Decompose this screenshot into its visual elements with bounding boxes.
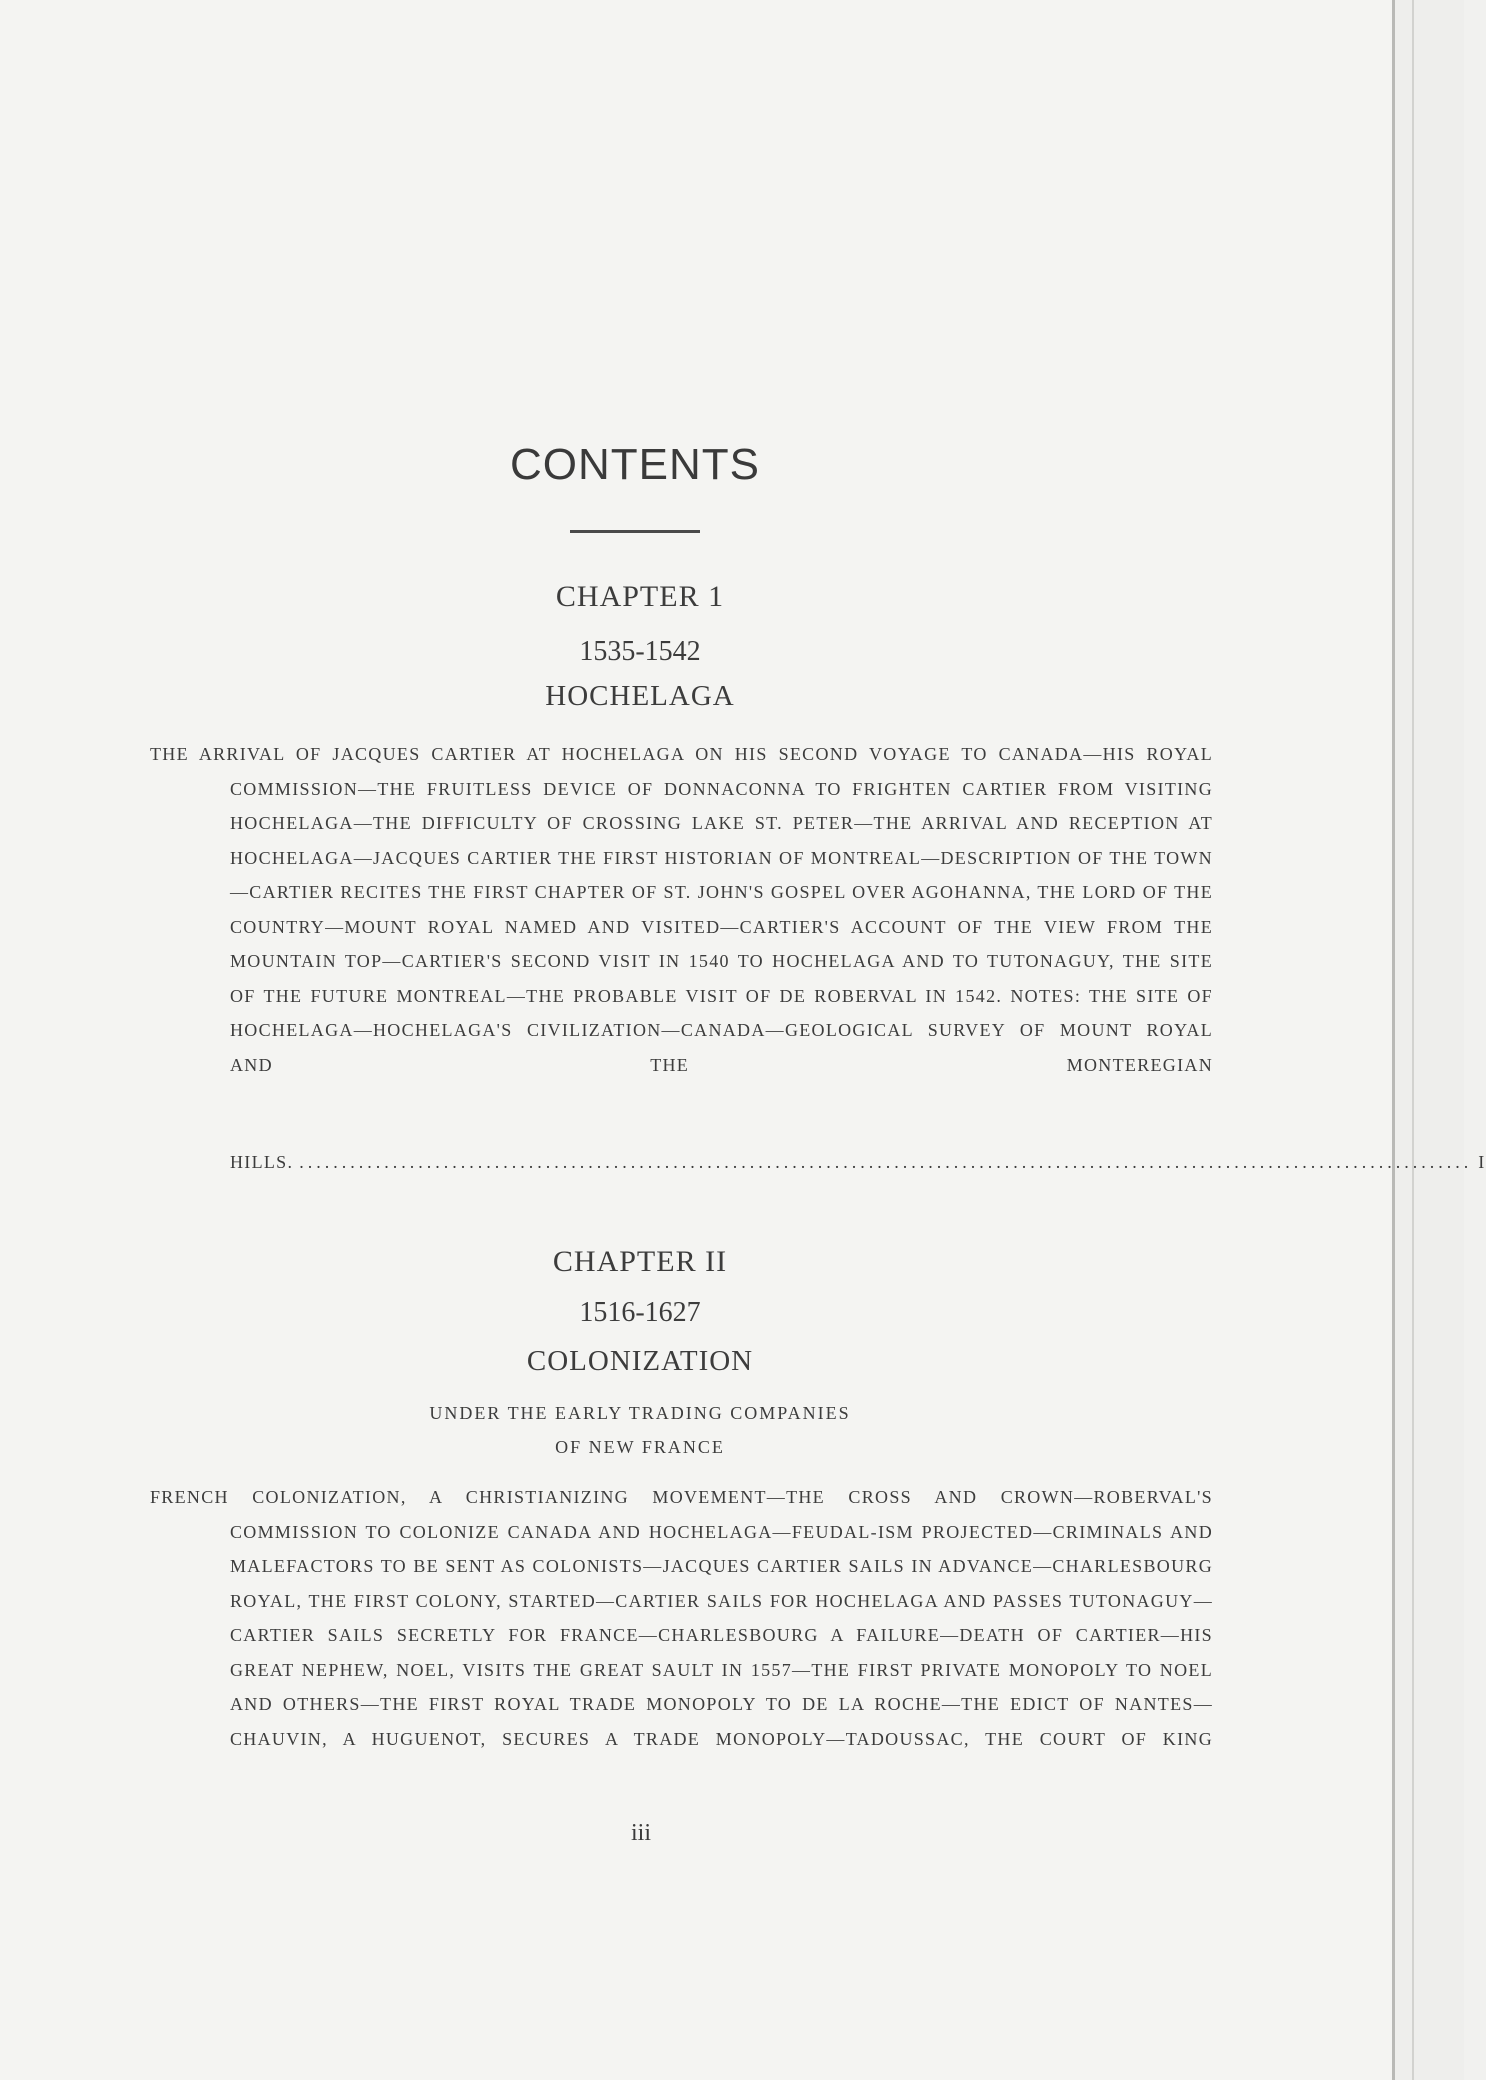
chapter-1-years: 1535-1542 [579, 636, 701, 667]
chapter-1-subject: HOCHELAGA [545, 680, 735, 712]
page-edge [1392, 0, 1395, 2080]
page-right-margin [1395, 0, 1464, 2080]
chapter-2-sub-line-2: OF NEW FRANCE [555, 1437, 725, 1457]
chapter-2-sub-line-1: UNDER THE EARLY TRADING COMPANIES [429, 1403, 851, 1423]
chapter-2-summary: FRENCH COLONIZATION, A CHRISTIANIZING MOVEMENT—THE CROSS AND CROWN—ROBERVAL'S COMMISSION TO COLONIZE CANADA AND HOCHELAGA—FEUDAL-ISM PROJECTED—CRIMINALS AND MALEFACTORS TO BE SENT AS COLONISTS—JACQUES CARTIER SAILS IN ADVANCE—CHARLESBOURG ROYAL, THE FIRST COLONY, STARTED—CARTIER SAILS FOR HOCHELAGA AND PASSES TUTONAGUY—CARTIER SAILS SECRETLY FOR FRANCE—CHARLESBOURG A FAILURE—DEATH OF CARTIER—HIS GREAT NEPHEW, NOEL, VISITS THE GREAT SAULT IN 1557—THE FIRST PRIVATE MONOPOLY TO NOEL AND OTHERS—THE FIRST ROYAL TRADE MONOPOLY TO DE LA ROCHE—THE EDICT OF NANTES—CHAUVIN, A HUGUENOT, SECURES A TRADE MONOPOLY—TADOUSSAC, THE COURT OF KING [150, 1487, 1213, 1749]
leader-dots: .......................................................................................................................................... [299, 1152, 1473, 1172]
chapter-1-heading: CHAPTER 1 [555, 580, 725, 613]
contents-title: CONTENTS [510, 440, 760, 489]
chapter-1-summary-end [230, 1152, 1486, 1173]
chapter-1-page-ref: I [1478, 1152, 1486, 1172]
chapter-1-summary: THE ARRIVAL OF JACQUES CARTIER AT HOCHELAGA ON HIS SECOND VOYAGE TO CANADA—HIS ROYAL COMMISSION—THE FRUITLESS DEVICE OF DONNACONNA TO FRIGHTEN CARTIER FROM VISITING HOCHELAGA—THE DIFFICULTY OF CROSSING LAKE ST. PETER—THE ARRIVAL AND RECEPTION AT HOCHELAGA—JACQUES CARTIER THE FIRST HISTORIAN OF MONTREAL—DESCRIPTION OF THE TOWN—CARTIER RECITES THE FIRST CHAPTER OF ST. JOHN'S GOSPEL OVER AGOHANNA, THE LORD OF THE COUNTRY—MOUNT ROYAL NAMED AND VISITED—CARTIER'S ACCOUNT OF THE VIEW FROM THE MOUNTAIN TOP—CARTIER'S SECOND VISIT IN 1540 TO HOCHELAGA AND TO TUTONAGUY, THE SITE OF THE FUTURE MONTREAL—THE PROBABLE VISIT OF DE ROBERVAL IN 1542. NOTES: THE SITE OF HOCHELAGA—HOCHELAGA'S CIVILIZATION—CANADA—GEOLOGICAL SURVEY OF MOUNT ROYAL AND THE MONTEREGIAN [150, 744, 1213, 1075]
chapter-1-summary-end-text: HILLS. [230, 1152, 294, 1172]
page-edge-inner [1412, 0, 1414, 2080]
page-number: iii [630, 1820, 651, 1846]
chapter-2-years: 1516-1627 [579, 1297, 701, 1328]
title-rule [570, 530, 700, 533]
chapter-2-subject: COLONIZATION [526, 1345, 754, 1377]
chapter-2-heading: CHAPTER II [552, 1245, 728, 1278]
